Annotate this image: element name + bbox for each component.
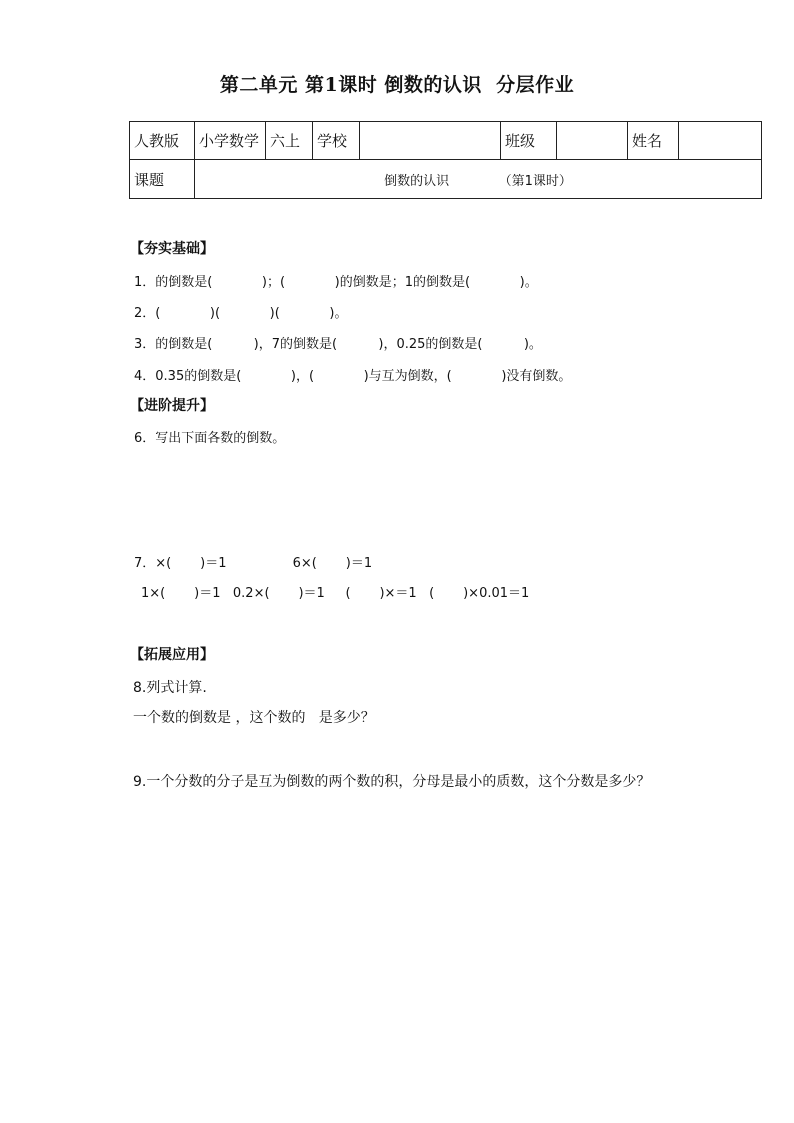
school-label-cell: 学校	[313, 122, 360, 160]
question-7-line-2: 1×( )＝1 0.2×( )＝1 ( )×＝1 ( )×0.01＝1	[141, 586, 530, 601]
question-1: 1．的倒数是( )；( )的倒数是；1的倒数是( )。	[134, 275, 538, 290]
question-4: 4．0.35的倒数是( )，( )与互为倒数，( )没有倒数。	[134, 369, 572, 384]
info-table-row	[130, 122, 762, 160]
class-value-cell[interactable]	[557, 122, 628, 160]
class-label-cell: 班级	[501, 122, 557, 160]
school-value-cell[interactable]	[360, 122, 501, 160]
question-9: 9.一个分数的分子是互为倒数的两个数的积，分母是最小的质数，这个分数是多少？	[133, 774, 651, 790]
publisher-cell: 人教版	[130, 122, 195, 160]
document-title: 第二单元 第1课时 倒数的认识 分层作业	[219, 74, 575, 96]
grade-cell: 六上	[266, 122, 313, 160]
question-2: 2．( )( )( )。	[134, 306, 348, 321]
name-label-cell: 姓名	[628, 122, 679, 160]
section-extend: 【拓展应用】	[130, 647, 214, 663]
question-6: 6．写出下面各数的倒数。	[134, 431, 286, 446]
question-8-title: 8.列式计算.	[133, 680, 207, 696]
subject-cell: 小学数学	[195, 122, 266, 160]
section-basic: 【夯实基础】	[130, 241, 214, 257]
info-table-row	[130, 160, 762, 199]
topic-value-cell: 倒数的认识 （第1课时）	[195, 160, 762, 199]
section-advanced: 【进阶提升】	[130, 398, 214, 414]
topic-label-cell: 课题	[130, 160, 195, 199]
name-value-cell[interactable]	[679, 122, 762, 160]
question-3: 3．的倒数是( )，7的倒数是( )，0.25的倒数是( )。	[134, 337, 542, 352]
question-8-body: 一个数的倒数是 ，这个数的 是多少？	[133, 710, 375, 726]
question-7-line-1: 7．×( )＝1 6×( )＝1	[134, 556, 373, 571]
info-table	[129, 121, 762, 199]
